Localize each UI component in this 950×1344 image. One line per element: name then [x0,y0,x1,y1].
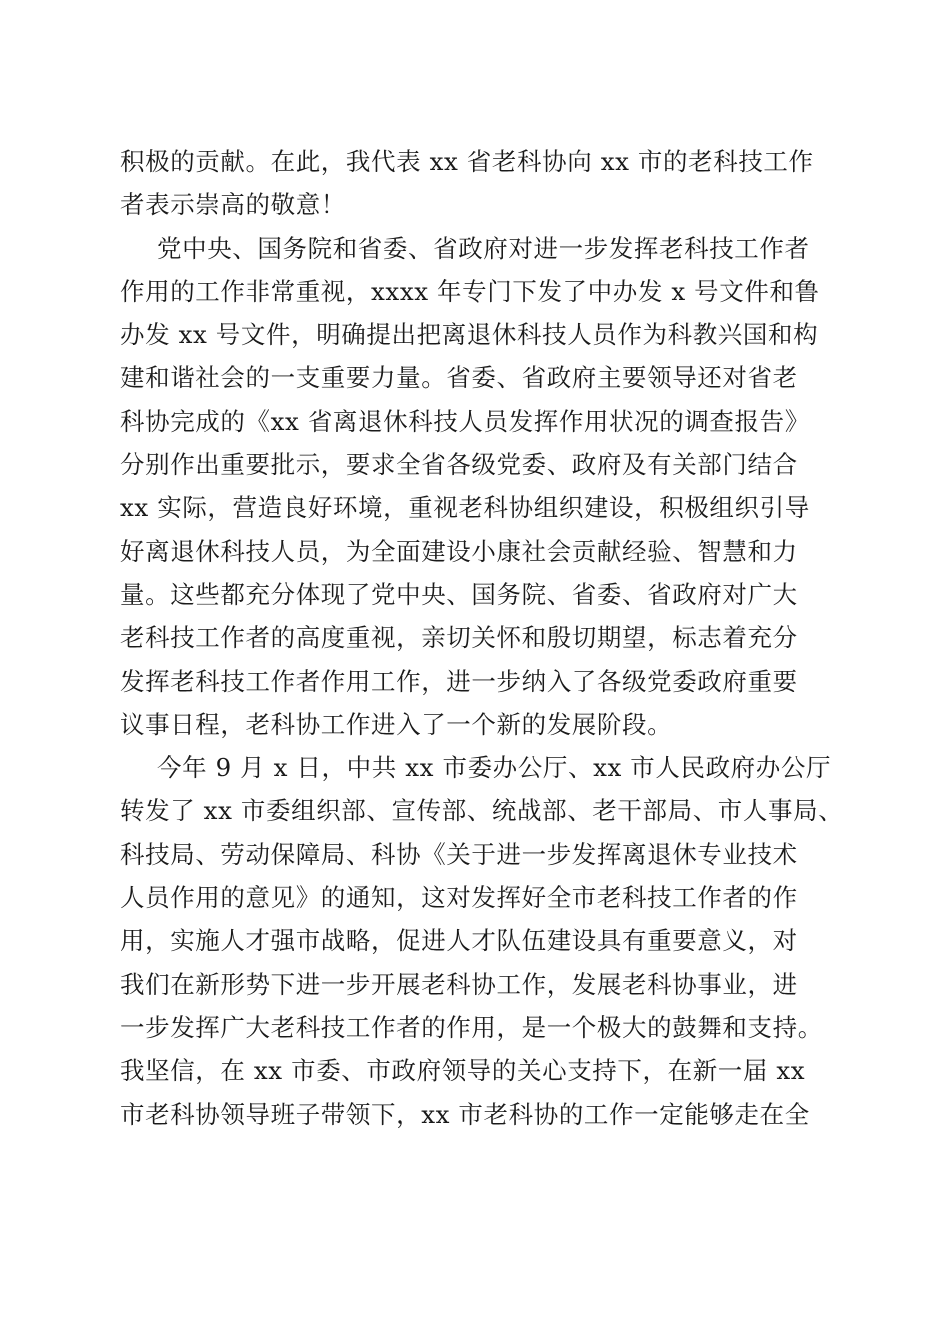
text-line: 积极的贡献。在此，我代表 xx 省老科协向 xx 市的老科技工作 [120,147,814,176]
text-line: 科技局、劳动保障局、科协《关于进一步发挥离退休专业技术 [120,839,798,869]
text-line: 办发 xx 号文件，明确提出把离退休科技人员作为科教兴国和构 [120,320,819,350]
body-text [120,140,844,1136]
text-line: 科协完成的《xx 省离退休科技人员发挥作用状况的调查报告》 [120,406,810,436]
text-line: 者表示崇高的敬意！ [120,190,346,220]
text-line: 量。这些都充分体现了党中央、国务院、省委、省政府对广大 [120,579,798,609]
text-line: 好离退休科技人员，为全面建设小康社会贡献经验、智慧和力 [120,536,798,566]
text-line: 一步发挥广大老科技工作者的作用，是一个极大的鼓舞和支持。 [120,1012,823,1042]
text-line: 作用的工作非常重视，xxxx 年专门下发了中办发 x 号文件和鲁 [120,276,820,306]
text-line: xx 实际，营造良好环境，重视老科协组织建设，积极组织引导 [120,493,810,523]
text-line: 议事日程，老科协工作进入了一个新的发展阶段。 [120,709,673,739]
text-line: 市老科协领导班子带领下，xx 市老科协的工作一定能够走在全 [120,1099,810,1129]
text-line: 用，实施人才强市战略，促进人才队伍建设具有重要意义，对 [120,926,798,956]
text-line: 建和谐社会的一支重要力量。省委、省政府主要领导还对省老 [120,363,798,393]
text-line: 老科技工作者的高度重视，亲切关怀和殷切期望，标志着充分 [120,623,798,653]
text-line: 我们在新形势下进一步开展老科协工作，发展老科协事业，进 [120,969,798,999]
text-line: 发挥老科技工作者作用工作，进一步纳入了各级党委政府重要 [120,666,798,696]
text-line: 人员作用的意见》的通知，这对发挥好全市老科技工作者的作 [120,883,798,913]
text-line: 转发了 xx 市委组织部、宣传部、统战部、老干部局、市人事局、 [120,796,844,826]
paragraph-start-line: 今年 9 月 x 日，中共 xx 市委办公厅、xx 市人民政府办公厅 [157,753,832,783]
paragraph-start-line: 党中央、国务院和省委、省政府对进一步发挥老科技工作者 [157,233,810,263]
text-line: 分别作出重要批示，要求全省各级党委、政府及有关部门结合 [120,450,798,480]
text-line: 我坚信，在 xx 市委、市政府领导的关心支持下，在新一届 xx [120,1056,806,1086]
